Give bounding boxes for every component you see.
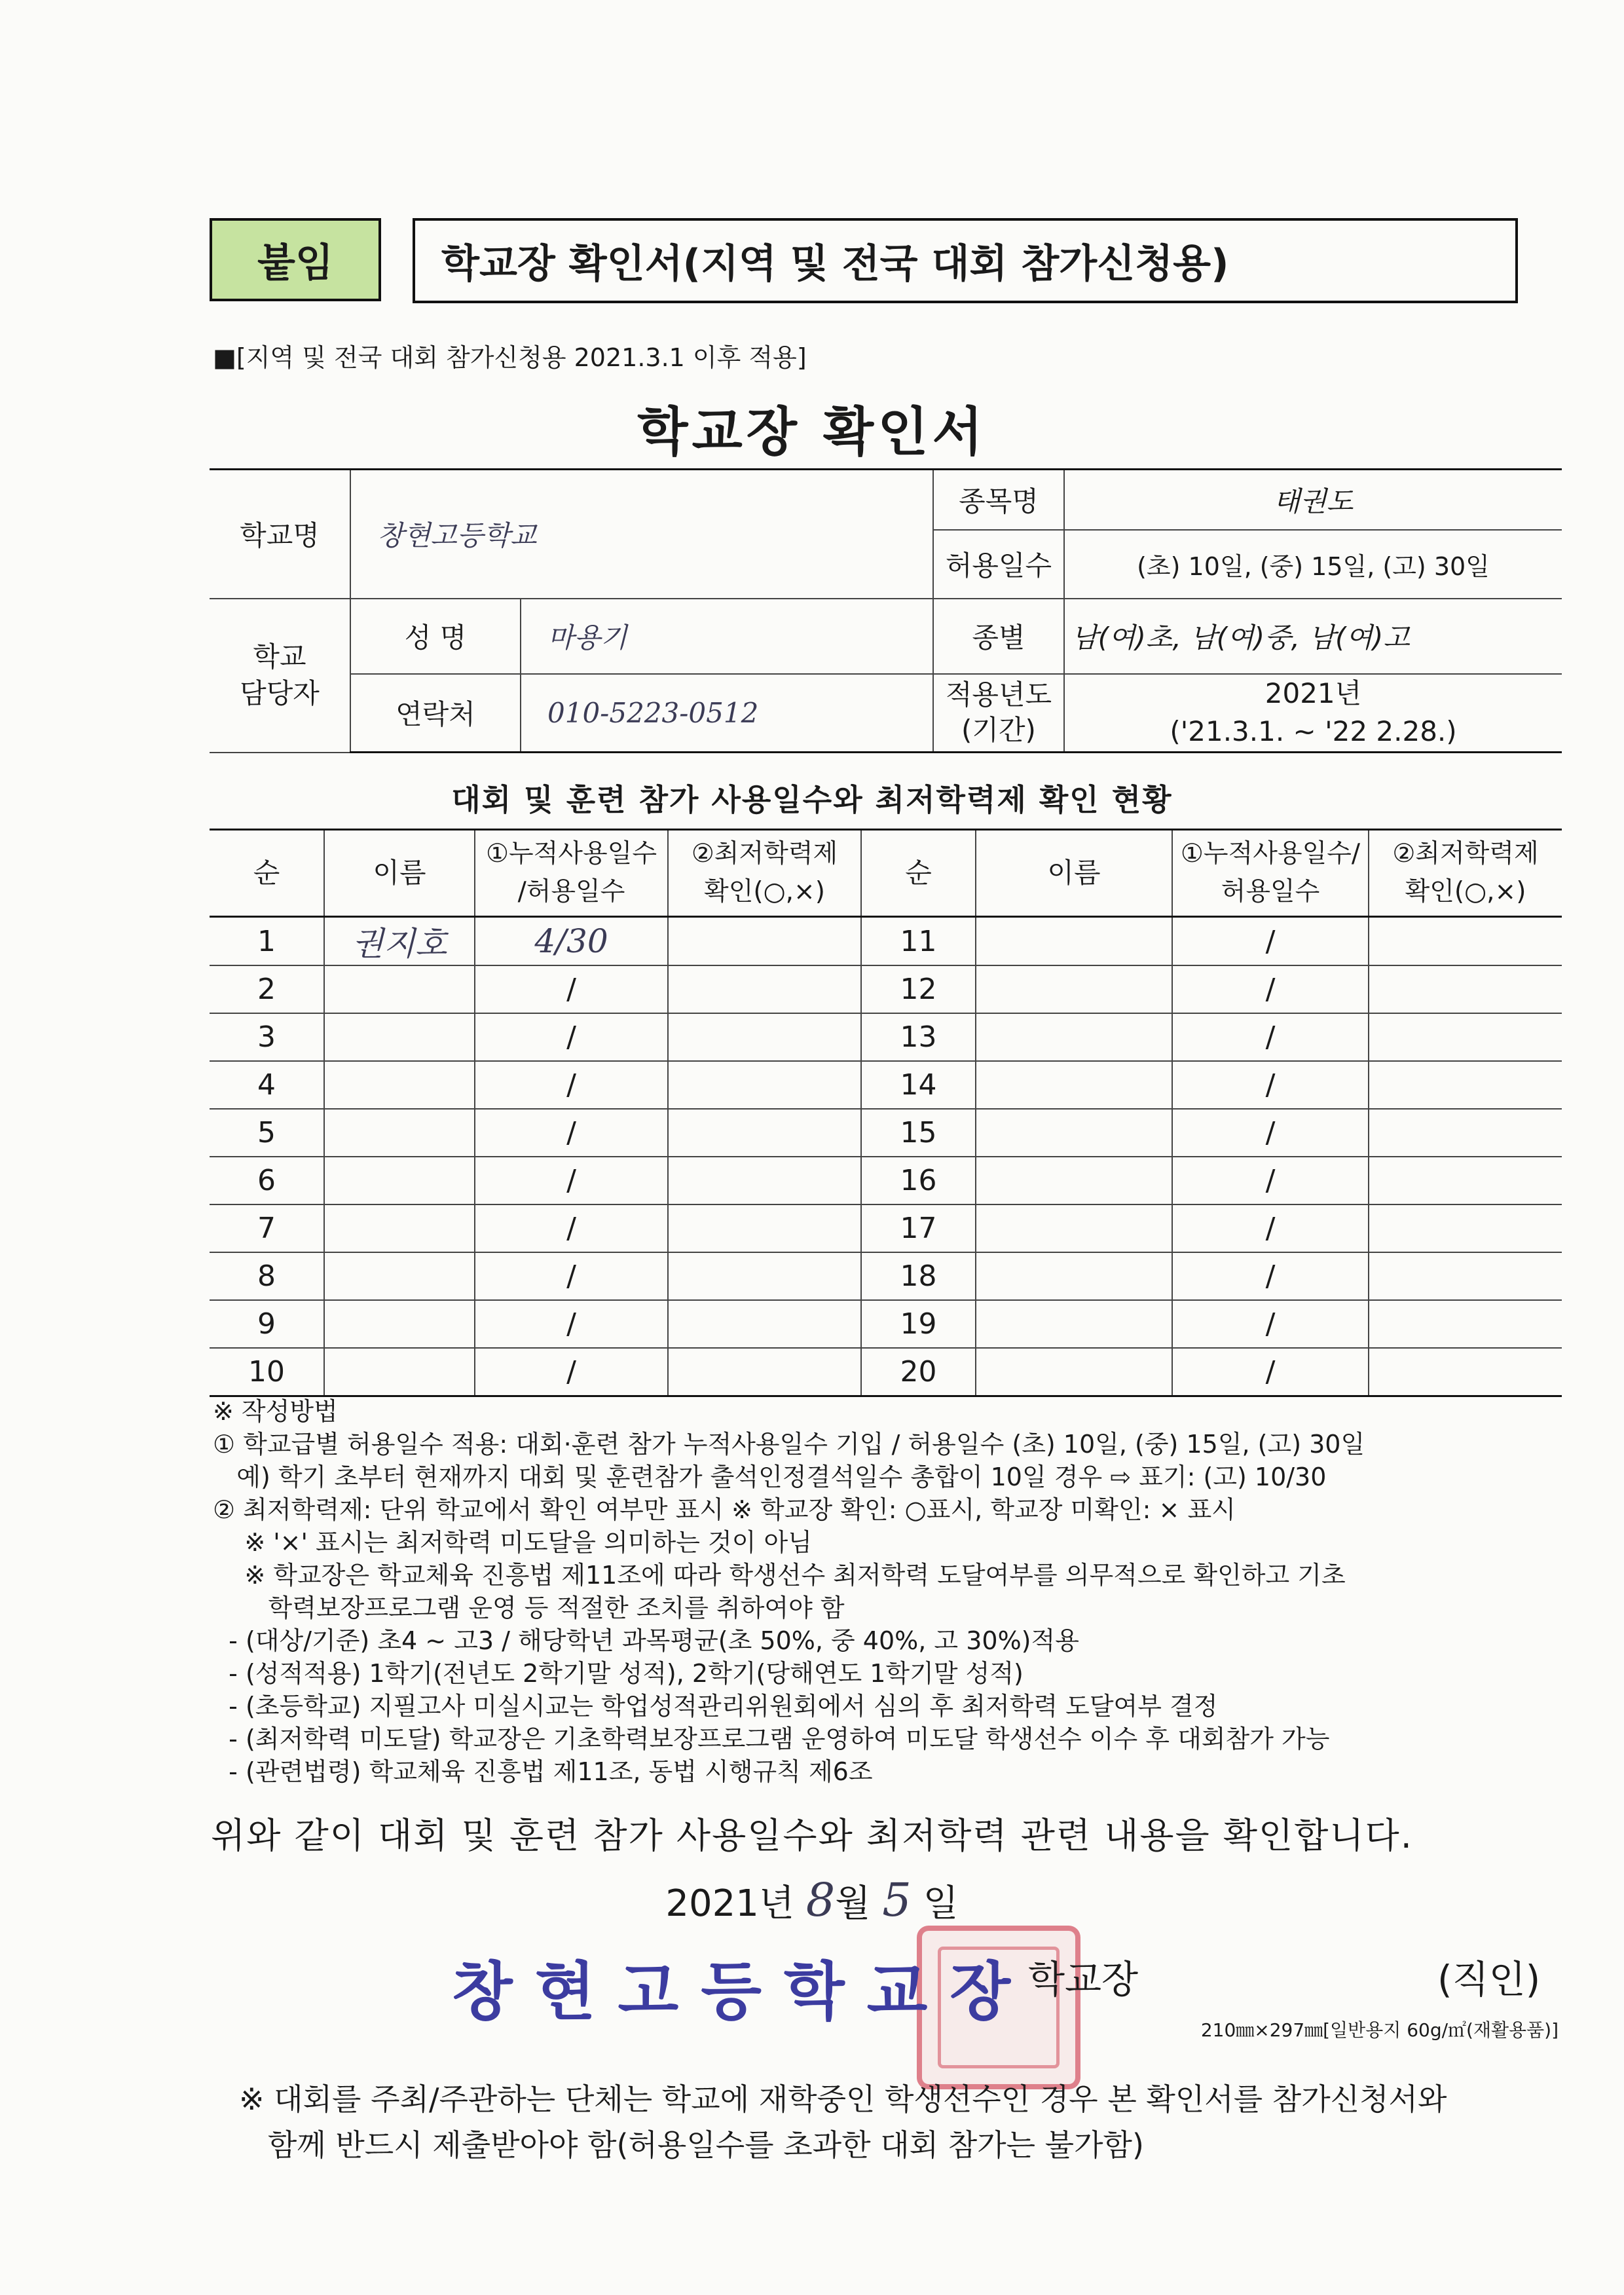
header-days: ①누적사용일수/ 허용일수 [1172,830,1369,917]
row-check [1369,965,1562,1013]
row-check [1369,917,1562,966]
instruction-line: 예) 학기 초부터 현재까지 대회 및 훈련참가 출석인정결석일수 총합이 10일 경우 ⇨ 표기: (고) 10/30 [213,1463,1327,1491]
instruction-line: - (초등학교) 지필고사 미실시교는 학업성적관리위원회에서 심의 후 최저학력 도달여부 결정 [213,1692,1218,1721]
row-name [976,1157,1172,1204]
row-number: 8 [210,1252,324,1300]
header-no: 순 [210,830,324,917]
grid-header-row [210,830,1562,917]
row-number: 4 [210,1061,324,1109]
row-number: 16 [861,1157,976,1204]
instruction-line: 학력보장프로그램 운영 등 적절한 조치를 취하여야 함 [213,1594,845,1622]
header-check: ②최저학력제 확인(○,×) [668,830,861,917]
row-days: / [1172,917,1369,966]
row-name [324,1300,475,1348]
row-days: / [475,1348,668,1396]
table-row [210,1204,1562,1252]
category-value: 남(여)초, 남(여)중, 남(여)고 [1064,599,1562,674]
table-row [210,917,1562,966]
row-number: 1 [210,917,324,966]
row-number: 11 [861,917,976,966]
row-check [1369,1109,1562,1157]
row-number: 6 [210,1157,324,1204]
row-check [1369,1300,1562,1348]
row-check [1369,1061,1562,1109]
instructions [213,1395,1575,1788]
row-name: 권지호 [324,917,475,966]
row-name [976,1300,1172,1348]
paper-spec: 210㎜×297㎜[일반용지 60g/㎡(재활용품)] [1200,2019,1559,2041]
table-row [210,1061,1562,1109]
row-name [324,1204,475,1252]
category-label: 종별 [933,599,1064,674]
person-name-label: 성 명 [350,599,521,674]
header-days: ①누적사용일수 /허용일수 [475,830,668,917]
row-check [668,1061,861,1109]
apply-period-value: ('21.3.1. ~ '22 2.28.) [1170,715,1457,748]
closing-statement: 위와 같이 대회 및 훈련 참가 사용일수와 최저학력 관련 내용을 확인합니다. [211,1815,1413,1856]
allowed-days-value: (초) 10일, (중) 15일, (고) 30일 [1064,530,1562,599]
table-row [210,1252,1562,1300]
row-days: / [1172,1300,1369,1348]
row-number: 10 [210,1348,324,1396]
row-days: / [475,1300,668,1348]
row-days: / [1172,1252,1369,1300]
row-days: / [475,1109,668,1157]
page-title: 학교장 확인서 [637,401,987,462]
row-name [976,1013,1172,1061]
row-days: / [1172,1013,1369,1061]
row-name [976,1348,1172,1396]
row-name [976,1252,1172,1300]
row-number: 20 [861,1348,976,1396]
row-number: 3 [210,1013,324,1061]
row-days: / [475,965,668,1013]
row-number: 19 [861,1300,976,1348]
row-check [1369,1348,1562,1396]
date-day-value: 5 [882,1873,912,1927]
table-row [210,1109,1562,1157]
row-name [976,1061,1172,1109]
allowed-days-label: 허용일수 [933,530,1064,599]
instruction-line: - (성적적용) 1학기(전년도 2학기말 성적), 2학기(당해연도 1학기말 성적) [213,1659,1024,1688]
row-name [324,965,475,1013]
row-name [976,1109,1172,1157]
row-check [1369,1204,1562,1252]
phone-label: 연락처 [350,674,521,753]
row-days: / [1172,1157,1369,1204]
row-name [324,1013,475,1061]
info-table [210,468,1562,753]
row-check [668,1109,861,1157]
row-name [976,917,1172,966]
school-name-label: 학교명 [210,470,350,599]
row-days: / [475,1061,668,1109]
row-check [668,917,861,966]
row-name [324,1348,475,1396]
apply-year-value: 2021년 [1264,677,1362,710]
table-row [210,1157,1562,1204]
instruction-line: - (최저학력 미도달) 학교장은 기초학력보장프로그램 운영하여 미도달 학생선수 이수 후 대회참가 가능 [213,1725,1330,1753]
row-days: 4/30 [475,917,668,966]
row-number: 5 [210,1109,324,1157]
row-days: / [1172,1204,1369,1252]
header-name: 이름 [324,830,475,917]
row-number: 13 [861,1013,976,1061]
usage-grid [210,829,1562,1397]
instruction-line: ※ 학교장은 학교체육 진흥법 제11조에 따라 학생선수 최저학력 도달여부를 의무적으로 확인하고 기초 [213,1561,1346,1590]
contact-person-label: 학교 담당자 [210,599,350,753]
row-days: / [475,1252,668,1300]
seal-label: (직인) [1437,1957,1541,2002]
applicability-note: ■[지역 및 전국 대회 참가신청용 2021.3.1 이후 적용] [213,343,807,372]
school-name-stamp: 창현고등학교장 [452,1954,1033,2028]
row-number: 14 [861,1061,976,1109]
row-number: 15 [861,1109,976,1157]
row-number: 7 [210,1204,324,1252]
instruction-line: - (대상/기준) 초4 ~ 고3 / 해당학년 과목평균(초 50%, 중 40%, 고 30%)적용 [213,1626,1079,1655]
person-name-value: 마용기 [521,599,933,674]
principal-label: 학교장 [1028,1957,1139,2002]
row-check [1369,1252,1562,1300]
row-days: / [1172,965,1369,1013]
table-row [210,1013,1562,1061]
row-check [668,1252,861,1300]
row-check [668,1300,861,1348]
instruction-line: - (관련법령) 학교체육 진흥법 제11조, 동법 시행규칙 제6조 [213,1757,873,1786]
header-title: 학교장 확인서(지역 및 전국 대회 참가신청용) [413,218,1518,303]
table-row [210,1300,1562,1348]
row-check [1369,1157,1562,1204]
row-name [976,965,1172,1013]
row-number: 2 [210,965,324,1013]
row-days: / [1172,1061,1369,1109]
date-year: 2021년 [665,1882,794,1925]
row-check [1369,1013,1562,1061]
row-check [668,1348,861,1396]
row-number: 9 [210,1300,324,1348]
row-days: / [1172,1348,1369,1396]
row-number: 12 [861,965,976,1013]
row-check [668,965,861,1013]
submission-footnote: ※ 대회를 주최/주관하는 단체는 학교에 재학중인 학생선수인 경우 본 확인서를 참가신청서와 함께 반드시 제출받아야 함(허용일수를 초과한 대회 참가는 불가함) [239,2081,1447,2163]
row-days: / [1172,1109,1369,1157]
row-number: 17 [861,1204,976,1252]
issue-date [0,1873,1624,1927]
row-days: / [475,1157,668,1204]
school-name-value: 창현고등학교 [350,470,933,599]
event-label: 종목명 [933,470,1064,530]
row-name [324,1252,475,1300]
row-number: 18 [861,1252,976,1300]
instruction-line: ※ '×' 표시는 최저학력 미도달을 의미하는 것이 아님 [213,1528,812,1557]
row-check [668,1157,861,1204]
table-row [210,1348,1562,1396]
table-row [210,965,1562,1013]
row-days: / [475,1204,668,1252]
row-name [324,1109,475,1157]
instruction-line: ② 최저학력제: 단위 학교에서 확인 여부만 표시 ※ 학교장 확인: ○표시, 학교장 미확인: × 표시 [213,1495,1236,1524]
instruction-line: ※ 작성방법 [213,1397,338,1426]
event-value: 태권도 [1064,470,1562,530]
apply-year-cell [1064,674,1562,753]
header-no: 순 [861,830,976,917]
date-day-label: 일 [923,1882,959,1925]
date-month-value: 8 [805,1873,836,1927]
instruction-line: ① 학교급별 허용일수 적용: 대회·훈련 참가 누적사용일수 기입 / 허용일수 (초) 10일, (중) 15일, (고) 30일 [213,1430,1365,1459]
header-name: 이름 [976,830,1172,917]
apply-year-label: 적용년도 (기간) [933,674,1064,753]
attachment-tag: 붙임 [210,218,381,301]
row-days: / [475,1013,668,1061]
phone-value: 010-5223-0512 [521,674,933,753]
row-name [324,1157,475,1204]
row-name [976,1204,1172,1252]
row-check [668,1204,861,1252]
row-check [668,1013,861,1061]
status-section-title: 대회 및 훈련 참가 사용일수와 최저학력제 확인 현황 [451,782,1173,817]
header-check: ②최저학력제 확인(○,×) [1369,830,1562,917]
date-month-label: 월 [835,1882,871,1925]
row-name [324,1061,475,1109]
